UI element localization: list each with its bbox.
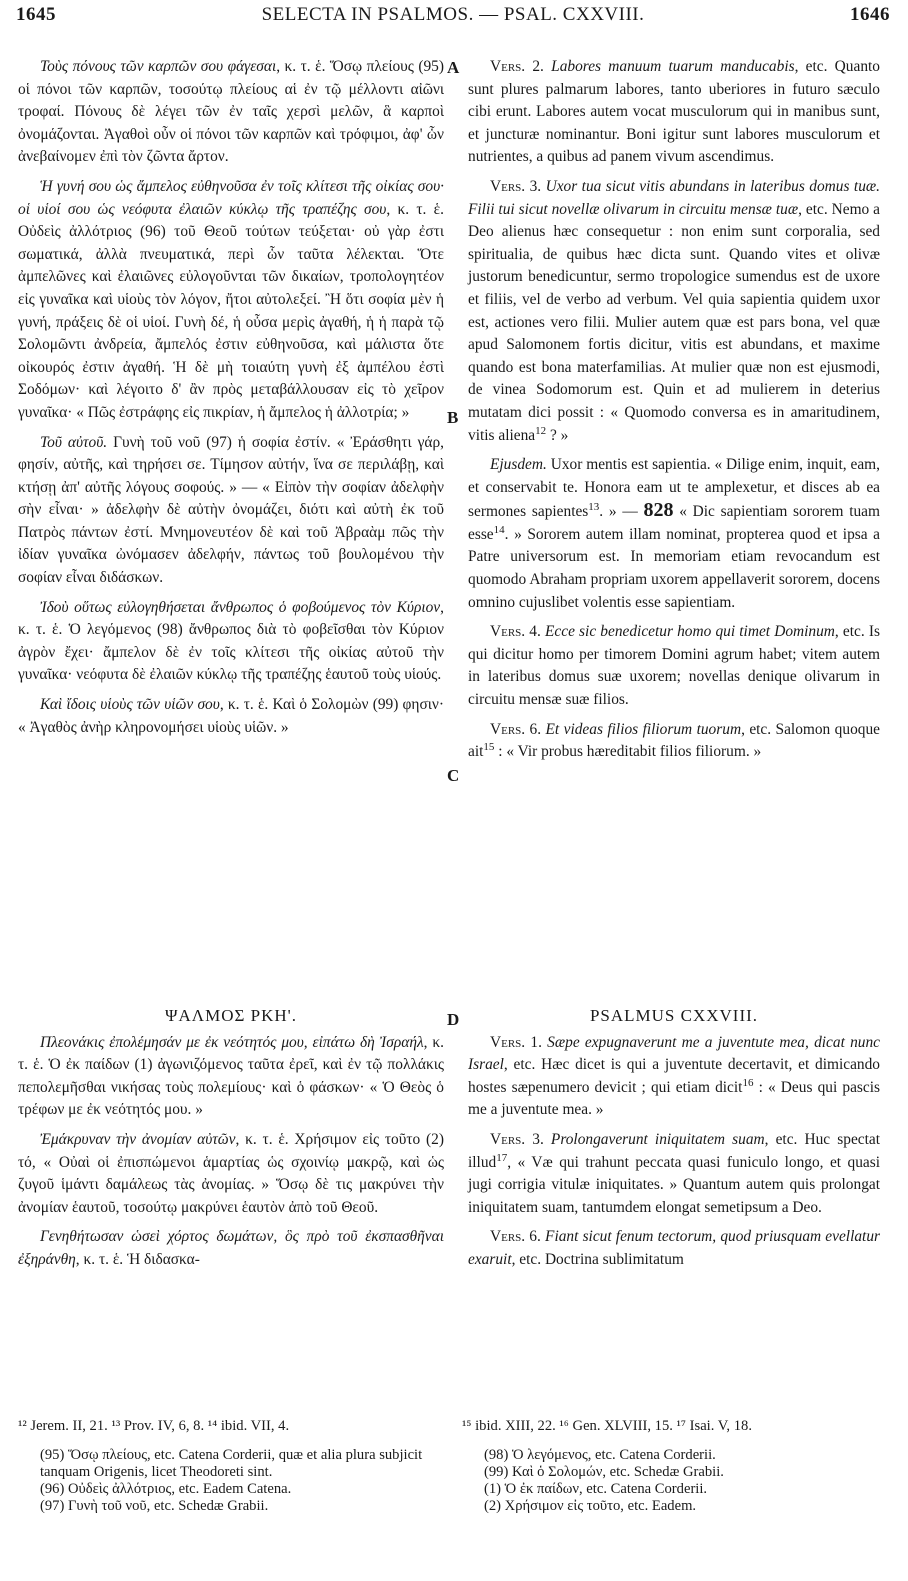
greek-column-lower (18, 1005, 444, 1279)
greek-paragraph: Ἡ γυνή σου ὡς ἄμπελος εὐθηνοῦσα ἐν τοῖς κλίτεσι τῆς οἰκίας σου· οἱ υἱοί σου ὡς νεόφυτα ἐλαιῶν κύκλῳ τῆς τραπέζης σου, κ. τ. ἑ. Οὐδεὶς ἀλλότριος (96) τοῦ Θεοῦ τούτων τεύξεται· οὐ γὰρ ἐστι σωματικά, ἀλλὰ πνευματικά, περὶ ὧν ταῦτα λέλεκται. Ὅτε ἀμπελῶνες καὶ ἐλαιῶνες εὐλογοῦνται τῶν δικαίων, τροπολογητέον εἰς γυναῖκα καὶ υἱοὺς τὸν λόγον, ἤτοι αὐτολεξεί. Ἢ ὅτι σοφία μὲν ἡ γυνή, πράξεις δὲ οἱ υἱοί. Γυνὴ δέ, ἡ οὖσα μερὶς ἀγαθή, ἡ ἡ παρὰ τῷ Σολομῶντι ἀνδρεία, ἄμπελός ἐστιν εὐθηνοῦσα, καὶ μάλιστα ὅτε οἰκουρός ἐστιν ἀγαθή. Ἡ δὲ μὴ τοιαύτη γυνὴ ἐξ ἀμπέλου ἐστὶ Σοδόμων· καὶ λέγοιτο δ' ἂν πρὸς μεταβάλλουσαν εἰς τὸ χεῖρον γυναῖκα· « Πῶς ἐστράφης εἰς πικρίαν, ἡ ἄμπελος ἡ ἀλλοτρία; » (18, 177, 444, 421)
footnote: (1) Ὁ ἐκ παίδων, etc. Catena Corderii. (484, 1481, 708, 1497)
psalm-heading-latin: PSALMUS CXXVIII. (589, 1006, 759, 1025)
running-title: SELECTA IN PSALMOS. — PSAL. CXXVIII. (261, 4, 645, 25)
greek-paragraph: Πλεονάκις ἐπολέμησάν με ἐκ νεότητός μου, εἰπάτω δὴ Ἰσραήλ, κ. τ. ἑ. Ὁ ἐκ παίδων (1) ἀγωνιζόμενος ταῦτα ἐρεῖ, καὶ ἐν τῷ πολλάκις πεπολεμῆσθαι νικήσας τοὺς πολεμίους· καὶ ὁ φάσκων· « Ὁ Θεὸς ὁ τρέφων με ἐκ νεότητός μου. » (18, 1033, 444, 1119)
column-number: 828 (643, 499, 674, 522)
footnote: (2) Χρήσιμον εἰς τοῦτο, etc. Eadem. (484, 1498, 697, 1514)
greek-paragraph: Ἐμάκρυναν τὴν ἀνομίαν αὐτῶν, κ. τ. ἑ. Χρήσιμον εἰς τοῦτο (2) τό, « Οὐαὶ οἱ ἐπισπώμενοι ἁμαρτίας ὡς σχοινίῳ μακρῷ, καὶ ὡς ζυγοῦ ἱμάντι δαμάλεως τὰς ἀνομίας. » Ὅσῳ δὲ τις μακρύνει τὴν ἀνομίαν ἑαυτοῦ, τοσούτῳ μακρύνει ἑαυτὸν ἀπὸ τοῦ Θεοῦ. (18, 1130, 444, 1216)
latin-paragraph: Vers. 1. Sæpe expugnaverunt me a juventute mea, dicat nunc Israel, etc. Hæc dicet is qui a juventute decertavit, et dimicando hostes sæpenumero devicit ; qui etiam dicit$^{16}$ : « Deus qui pascis me a juventute mea. » (468, 1033, 880, 1119)
scripture-sources-left: ¹² Jerem. II, 21. ¹³ Prov. IV, 6, 8. ¹⁴ ibid. VII, 4. (18, 1418, 290, 1434)
footnote: (98) Ὁ λεγόμενος, etc. Catena Corderii. (484, 1447, 716, 1463)
greek-column-upper (18, 56, 444, 746)
latin-paragraph: Ejusdem. Uxor mentis est sapientia. « Dilige enim, inquit, eam, et conservabit te. Honora eam ut te amplexetur, et disces ab ea sermones sapientes$^{13}$. » — 828 « Dic sapientiam sororem tuam esse$^{14}$. » Sororem autem illam nominat, propterea quod et ipsa a Patre universorum est. In memoriam etiam revocandum est quomodo Abraham propriam uxorem appellaverit sororem, docens omnino cujuslibet volentis esse sapientiam. (468, 456, 880, 611)
latin-paragraph: Vers. 3. Prolongaverunt iniquitatem suam, etc. Huc spectat illud$^{17}$, « Væ qui trahunt peccata quasi funiculo longo, et quasi jugi corrigia vitulæ iniquitates. » Quantum autem quis prolongat iniquitatem suam, tantumdem elongat semetipsum a Deo. (468, 1130, 880, 1216)
latin-paragraph: Vers. 2. Labores manuum tuarum manducabis, etc. Quanto sunt plures palmarum labores, tanto uberiores in futuro sæculo cibi erunt. Labores autem vocat musculorum qui in manibus sunt, et juncturæ nominantur. Boni igitur sunt labores musculorum et nutrientes, a quibus ad panem vivum ascendimus. (468, 58, 880, 166)
margin-letter-c: C (447, 766, 460, 785)
footnotes-left (40, 1447, 444, 1515)
latin-column-upper (468, 56, 880, 771)
greek-paragraph: Καὶ ἴδοις υἱοὺς τῶν υἱῶν σου, κ. τ. ἑ. Καὶ ὁ Σολομὼν (99) φησιν· « Ἀγαθὸς ἀνὴρ κληρονομήσει υἱοὺς υἱῶν. » (18, 696, 445, 736)
greek-paragraph: Τοὺς πόνους τῶν καρπῶν σου φάγεσαι, κ. τ. ἑ. Ὅσῳ πλείους (95) οἱ πόνοι τῶν καρπῶν, τοσούτῳ πλείους αἱ ἐν τῷ μέλλοντι αἰῶνι τροφαί. Πόνους δὲ λέγει τῶν ἐν ταῖς χερσὶ μελῶν, ἃ καρποὶ ὀνομάζονται. Ἀγαθοὶ οὖν οἱ πόνοι τῶν καρπῶν καὶ τρόφιμοι, ἀφ' ὧν ἀνεβαίνομεν ἐπὶ τὸν ζῶντα ἄρτον. (18, 58, 444, 166)
margin-letter-d: D (447, 1010, 460, 1029)
greek-paragraph: Τοῦ αὐτοῦ. Γυνὴ τοῦ νοῦ (97) ἡ σοφία ἐστίν. « Ἐράσθητι γάρ, φησίν, αὐτῆς, καὶ τηρήσει σε. Τίμησον αὐτήν, ἵνα σε περιλάβῃ, καὶ κτήσῃ ἀπ' αὐτῆς λόγους σοφούς. » — « Εἰπὸν τὴν σοφίαν ἀδελφὴν σὴν εἶναι· » ἀδελφὴν δὲ αὐτὴν ὀνομάζει, διότι καὶ αὐτὴ ἐκ τοῦ Πατρὸς πάντων ἐστί. Μνημονευτέον δὲ καὶ τοῦ Ἀβραὰμ πῶς τὴν ἰδίαν γυναῖκα ὠνόμασεν ἀδελφήν, πάντως τοῦ βουλομένου τὴν σοφίαν εἶναι διδάσκων. (18, 433, 445, 587)
scripture-sources-right: ¹⁵ ibid. XIII, 22. ¹⁶ Gen. XLVIII, 15. ¹⁷ Isai. V, 18. (462, 1418, 752, 1434)
running-header (16, 4, 890, 30)
footnote: (97) Γυνὴ τοῦ νοῦ, etc. Schedæ Grabii. (40, 1498, 269, 1514)
latin-paragraph: Vers. 6. Et videas filios filiorum tuorum, etc. Salomon quoque ait$^{15}$ : « Vir probus hæreditabit filios filiorum. » (468, 720, 880, 761)
psalm-heading-greek: ΨΑΛΜΟΣ ΡΚΗ'. (164, 1006, 297, 1025)
latin-paragraph: Vers. 3. Uxor tua sicut vitis abundans in lateribus domus tuæ. Filii tui sicut novellæ olivarum in circuitu mensæ tuæ, etc. Nemo a Deo alienus hæc consequetur : non enim sunt corporalia, sed spiritualia, de quibus hæc dicta sunt. Quando vites et olivæ justorum benedicuntur, sermo tropologice sumendus est de uxore et filiis, vel de verbo ad verbum. Vel quia sapientia quidem uxor est, actiones vero filii. Mulier autem quæ est pars bona, vel quæ apud Salomonem fortis dicitur, vitis est abundans, et maxime quando est bona materfamilias. At mulier quæ non est ejusmodi, de vinea Sodomorum est. Quin et ad mulierem in deterius mutatam dici possit : « Quomodo conversa es in amaritudinem, vitis aliena$^{12}$ ? » (468, 177, 881, 444)
footnote: (99) Καὶ ὁ Σολομών, etc. Schedæ Grabii. (484, 1464, 724, 1480)
latin-paragraph: Vers. 4. Ecce sic benedicetur homo qui timet Dominum, etc. Is qui dicitur homo per timorem Domini agrum habet; vitem autem in lateribus domus suæ uxorem; novellas denique olivarum in circuitu mensæ suæ filios. (468, 623, 880, 709)
page-number-right: 1646 (850, 4, 890, 25)
footnotes-right (484, 1447, 882, 1515)
margin-letter-a: A (447, 58, 460, 77)
footnote: (96) Οὐδεὶς ἀλλότριος, etc. Eadem Catena. (40, 1481, 292, 1497)
greek-paragraph: Γενηθήτωσαν ὡσεὶ χόρτος δωμάτων, ὃς πρὸ τοῦ ἐκσπασθῆναι ἐξηράνθη, κ. τ. ἑ. Ἡ διδασκα- (18, 1228, 444, 1268)
greek-paragraph: Ἰδοὺ οὕτως εὐλογηθήσεται ἄνθρωπος ὁ φοβούμενος τὸν Κύριον, κ. τ. ἑ. Ὁ λεγόμενος (98) ἄνθρωπος διὰ τὸ φοβεῖσθαι τὸν Κύριον ἀγρὸν ἔχει· ἄμπελον δὲ ἐν τοῖς κλίτεσι τῆς οἰκίας αὐτοῦ τὴν γυναῖκα· νεόφυτα δὲ ἐλαιῶν κύκλῳ τῆς τραπέζης ἑαυτοῦ τοὺς υἱούς. (18, 598, 444, 684)
latin-paragraph: Vers. 6. Fiant sicut fenum tectorum, quod priusquam evellatur exaruit, etc. Doctrina sublimitatum (468, 1228, 880, 1268)
footnote: (95) Ὅσῳ πλείους, etc. Catena Corderii, quæ et alia plura subjicit tanquam Origenis, licet Theodoreti sint. (40, 1447, 423, 1480)
margin-letter-b: B (447, 408, 459, 427)
latin-column-lower (468, 1005, 880, 1279)
page-number-left: 1645 (16, 4, 56, 25)
